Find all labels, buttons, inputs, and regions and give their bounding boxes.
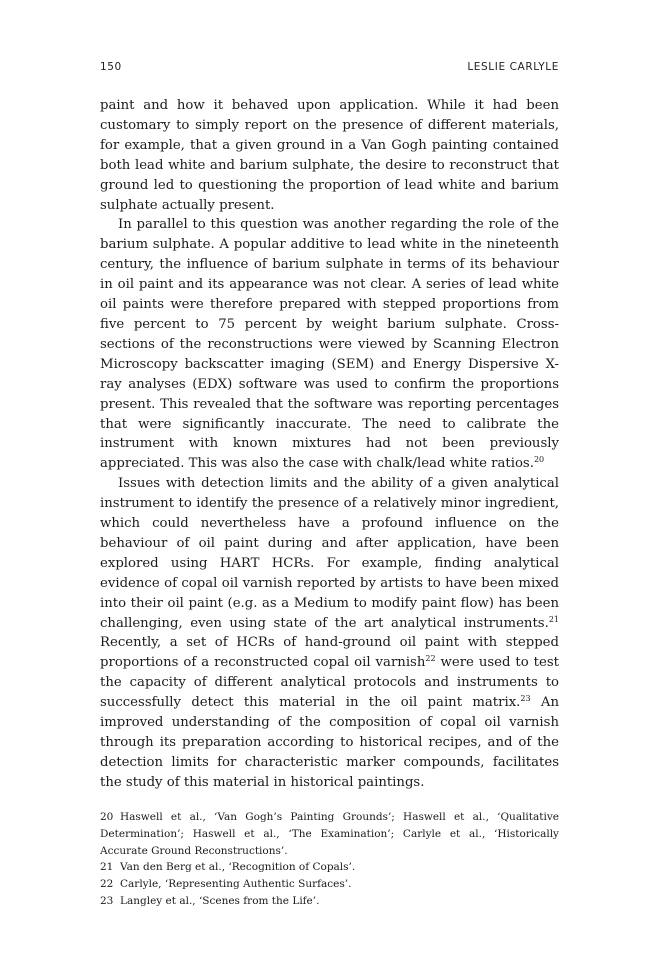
- footnote-number: 22: [100, 878, 114, 891]
- footnote-ref-21[interactable]: 21: [548, 614, 559, 624]
- paragraph-3-text-a: Issues with detection limits and the ability of a given analytical instrument to identify the presence of a relatively minor ingredient, which could nevertheless have a profound influence on the behaviour of oil paint during and after application, have been explored using HART HCRs. For example, finding analytical evidence of copal oil varnish reported by artists to have been mixed into their oil paint (e.g. as a Medium to modify paint flow) has been challenging, even using state of the art analytical instruments.: [100, 476, 559, 631]
- footnote-number: 23: [100, 894, 114, 907]
- footnote-text: Langley et al., ‘Scenes from the Life’.: [120, 894, 320, 907]
- footnote-text: Haswell et al., ‘Van Gogh’s Painting Grounds’; Haswell et al., ‘Qualitative Determination’; Haswell et al., ‘The Examination’; Carlyle et al., ‘Historically Accurate Ground Reconstructions’.: [100, 811, 559, 857]
- running-head: [100, 61, 559, 77]
- footnote-22: [100, 876, 559, 893]
- footnote-number: 20: [100, 811, 114, 823]
- page-number: 150: [100, 61, 122, 73]
- paragraph-3-text-b: Recently, a set of HCRs of hand-ground oil paint with stepped proportions of a reconstructed copal oil varnish: [100, 635, 559, 671]
- footnote-number: 21: [100, 861, 114, 874]
- paragraph-3-text-d: An improved understanding of the composition of copal oil varnish through its preparation according to historical recipes, and of the detection limits for characteristic marker compounds, facilitates the study of this material in historical paintings.: [100, 695, 559, 790]
- footnote-20: [100, 809, 559, 859]
- footnote-ref-22[interactable]: 22: [425, 654, 436, 664]
- footnote-text: Van den Berg et al., ‘Recognition of Copals’.: [120, 861, 356, 874]
- footnote-text: Carlyle, ‘Representing Authentic Surfaces’.: [120, 878, 352, 891]
- running-head-author: LESLIE CARLYLE: [467, 61, 559, 73]
- body-text: [100, 96, 559, 793]
- paragraph-1: paint and how it behaved upon application. While it had been customary to simply report on the presence of different materials, for example, that a given ground in a Van Gogh painting contained both lead white and barium sulphate, the desire to reconstruct that ground led to questioning the proportion of lead white and barium sulphate actually present.: [100, 98, 559, 213]
- footnote-ref-20[interactable]: 20: [533, 455, 545, 465]
- paragraph-2-text: In parallel to this question was another regarding the role of the barium sulphate. A popular additive to lead white in the nineteenth century, the influence of barium sulphate in terms of its behaviour in oil paint and its appearance was not clear. A series of lead white oil paints were therefore prepared with stepped proportions from five percent to 75 percent by weight barium sulphate. Cross-sections of the reconstructions were viewed by Scanning Electron Microscopy backscatter imaging (SEM) and Energy Dispersive X-ray analyses (EDX) software was used to confirm the proportions present. This revealed that the software was reporting percentages that were significantly inaccurate. The need to calibrate the instrument with known mixtures had not been previously appreciated. This was also the case with chalk/lead white ratios.: [100, 217, 559, 472]
- paragraph-2: [100, 215, 559, 474]
- footnote-23: [100, 893, 559, 910]
- footnotes: [100, 809, 559, 910]
- footnote-ref-23[interactable]: 23: [520, 694, 531, 704]
- footnote-21: [100, 859, 559, 876]
- paragraph-3: [100, 474, 559, 793]
- paragraph-3-text-c: were used to test the capacity of different analytical protocols and instruments to successfully detect this material in the oil paint matrix.: [100, 655, 559, 711]
- book-page: [100, 0, 559, 975]
